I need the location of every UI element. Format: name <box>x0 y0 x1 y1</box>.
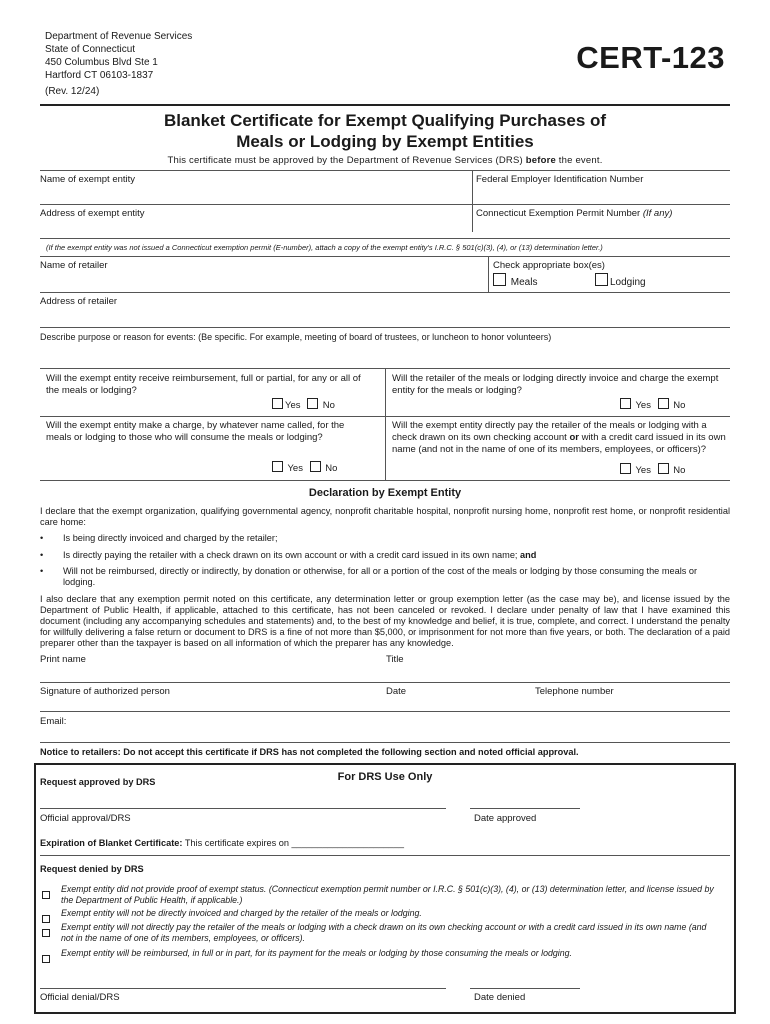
official-denial-label: Official denial/DRS <box>40 992 120 1003</box>
ct-permit-label <box>476 208 672 219</box>
official-approval-label: Official approval/DRS <box>40 813 131 824</box>
meals-checkbox[interactable] <box>493 273 537 288</box>
denial-reason: Exempt entity did not provide proof of exempt status. (Connecticut exemption permit number or I.R.C. § 501(c)(3), (4), or (13) determination letter, and license issued by the Department of Public Health, if applicable.) <box>61 884 714 905</box>
q2-no-checkbox[interactable] <box>658 398 669 409</box>
title-label: Title <box>386 654 404 665</box>
no-label: No <box>673 465 686 476</box>
denial-checkbox-4[interactable] <box>42 950 50 968</box>
request-approved-label: Request approved by DRS <box>40 777 156 787</box>
email-label: Email: <box>40 716 67 727</box>
subtitle-post: the event. <box>555 155 603 166</box>
expiration-text: This certificate expires on ______________________ <box>182 838 404 848</box>
meals-label: Meals <box>510 277 538 288</box>
date-label: Date <box>386 686 407 697</box>
expiration-line <box>40 838 404 848</box>
q4-yes-no <box>620 463 685 476</box>
rule <box>40 204 730 205</box>
address-exempt-entity-label: Address of exempt entity <box>40 208 145 219</box>
rule <box>40 711 730 712</box>
checkbox-icon <box>42 891 50 899</box>
rule <box>40 327 730 328</box>
rule <box>40 480 730 481</box>
rule <box>40 855 730 856</box>
approval-date-line <box>470 808 580 809</box>
subtitle <box>0 155 770 166</box>
ct-permit-text: Connecticut Exemption Permit Number <box>476 208 643 219</box>
yes-label: Yes <box>635 400 651 411</box>
title-line-2: Meals or Lodging by Exempt Entities <box>236 132 534 151</box>
drs-heading: For DRS Use Only <box>337 771 433 783</box>
date-approved-label: Date approved <box>474 813 537 824</box>
q3-yes-no <box>272 461 337 474</box>
describe-purpose-label: Describe purpose or reason for events: (Be specific. For example, meeting of board of trustees, or luncheon to honor volunteers) <box>40 332 552 342</box>
address-line: 450 Columbus Blvd Ste 1 <box>45 57 158 68</box>
bullet-text: Is being directly invoiced and charged by the retailer; <box>63 533 278 543</box>
denial-signature-line <box>40 988 446 989</box>
q1-no-checkbox[interactable] <box>307 398 318 409</box>
name-retailer-label: Name of retailer <box>40 260 108 271</box>
rule <box>40 416 730 417</box>
checkbox-icon <box>595 273 608 286</box>
bullet-text-main: Is directly paying the retailer with a check drawn on its own account or with a credit card issued in its own name; <box>63 550 521 560</box>
bullet-icon: • <box>40 533 44 543</box>
rule <box>40 256 730 257</box>
address-retailer-label: Address of retailer <box>40 296 118 307</box>
column-divider <box>472 170 473 232</box>
check-boxes-label: Check appropriate box(es) <box>493 260 605 271</box>
no-label: No <box>673 400 686 411</box>
yes-label: Yes <box>285 400 301 411</box>
q1-yes-checkbox[interactable] <box>272 398 283 409</box>
q4-yes-checkbox[interactable] <box>620 463 631 474</box>
yes-label: Yes <box>287 463 303 474</box>
bullet-text <box>63 550 730 561</box>
bullet-icon: • <box>40 550 44 560</box>
rule <box>40 170 730 171</box>
denial-date-line <box>470 988 580 989</box>
denial-reason: Exempt entity will be reimbursed, in full or in part, for its payment for the meals or lodging by those consuming the meals or lodging. <box>61 948 572 958</box>
q4-text: Will the exempt entity directly pay the retailer of the meals or lodging with a check drawn on its own checking account <box>392 420 707 443</box>
telephone-label: Telephone number <box>535 686 614 697</box>
fein-label: Federal Employer Identification Number <box>476 174 644 185</box>
denial-reason: Exempt entity will not directly pay the retailer of the meals or lodging with a check drawn on its own checking account or with a credit card issued in its own name (and not in the name of one of its members, employees, or officers). <box>61 922 707 943</box>
declaration-statement: I also declare that any exemption permit noted on this certificate, any determination letter or group exemption letter (as the case may be), and license issued by the Department of Public Health, if applicable, attached to this certificate, has not been canceled or revoked. I declare under penalty of law that I have examined this document (including any accompanying schedules and statements) and, to the best of my knowledge and belief, it is true, complete, and correct. I understand the penalty for willfully delivering a false return or document to DRS is a fine of not more than $5,000, or imprisonment for not more than five years, or both. The declaration of a paid preparer other than the taxpayer is based on all information of which the preparer has any knowledge. <box>40 594 730 648</box>
rule <box>40 292 730 293</box>
title-line-1: Blanket Certificate for Exempt Qualifying Purchases of <box>163 111 607 130</box>
name-exempt-entity-label: Name of exempt entity <box>40 174 136 185</box>
checkbox-icon <box>42 929 50 937</box>
bullet-text-and: and <box>520 550 537 560</box>
question-reimbursement: Will the exempt entity receive reimbursement, full or partial, for any or all of the meals or lodging? <box>46 373 361 396</box>
q1-yes-no <box>272 398 335 411</box>
form-title <box>0 110 770 152</box>
q4-text-end: with a credit card issued in its own name (and not in the name of one of its members, employees, or officers)? <box>392 432 726 455</box>
denial-reason: Exempt entity will not be directly invoiced and charged by the retailer of the meals or lodging. <box>61 908 422 918</box>
q4-or: or <box>569 432 579 443</box>
no-label: No <box>322 400 335 411</box>
yes-label: Yes <box>635 465 651 476</box>
column-divider <box>385 368 386 480</box>
approval-signature-line <box>40 808 446 809</box>
header-rule <box>40 104 730 106</box>
lodging-checkbox[interactable] <box>595 273 646 288</box>
form-number: CERT-123 <box>576 40 725 75</box>
address-line: Hartford CT 06103-1837 <box>45 70 154 81</box>
declaration-heading: Declaration by Exempt Entity <box>308 487 462 499</box>
q3-no-checkbox[interactable] <box>310 461 321 472</box>
q3-yes-checkbox[interactable] <box>272 461 283 472</box>
agency-address <box>45 30 192 82</box>
lodging-label: Lodging <box>610 277 646 288</box>
checkbox-icon <box>493 273 506 286</box>
request-denied-label: Request denied by DRS <box>40 864 144 874</box>
date-denied-label: Date denied <box>474 992 526 1003</box>
rule <box>40 742 730 743</box>
denial-checkbox-3[interactable] <box>42 924 50 942</box>
address-line: State of Connecticut <box>45 44 136 55</box>
q2-yes-no <box>620 398 685 411</box>
q4-no-checkbox[interactable] <box>658 463 669 474</box>
permit-note: (If the exempt entity was not issued a Connecticut exemption permit (E-number), attach a copy of the exempt entity's I.R.C. § 501(c)(3), (4), or (13) determination letter.) <box>46 243 603 252</box>
rule <box>40 682 730 683</box>
question-direct-invoice: Will the retailer of the meals or lodging directly invoice and charge the exempt entity for the meals or lodging? <box>392 373 719 396</box>
column-divider <box>488 256 489 292</box>
bullet-text: Will not be reimbursed, directly or indirectly, by donation or otherwise, for all or a portion of the cost of the meals or lodging by those consuming the meals or lodging. <box>63 566 698 587</box>
signature-label: Signature of authorized person <box>40 686 170 697</box>
address-line: Department of Revenue Services <box>45 31 193 42</box>
subtitle-bold: before <box>525 155 556 166</box>
checkbox-icon <box>42 915 50 923</box>
rule <box>40 238 730 239</box>
q2-yes-checkbox[interactable] <box>620 398 631 409</box>
ct-permit-if-any: (If any) <box>642 208 673 219</box>
subtitle-pre: This certificate must be approved by the Department of Revenue Services (DRS) <box>167 155 526 166</box>
question-make-charge: Will the exempt entity make a charge, by whatever name called, for the meals or lodging to those who will consume the meals or lodging? <box>46 420 345 443</box>
checkbox-icon <box>42 955 50 963</box>
question-direct-pay <box>392 420 727 456</box>
revision-date: (Rev. 12/24) <box>45 86 100 97</box>
no-label: No <box>325 463 338 474</box>
declaration-intro: I declare that the exempt organization, qualifying governmental agency, nonprofit charitable hospital, nonprofit nursing home, nonprofit rest home, or nonprofit residential care home: <box>40 506 730 527</box>
notice-to-retailers: Notice to retailers: Do not accept this certificate if DRS has not completed the following section and noted official approval. <box>40 747 579 757</box>
print-name-label: Print name <box>40 654 86 665</box>
expiration-label: Expiration of Blanket Certificate: <box>40 838 183 848</box>
bullet-icon: • <box>40 566 44 576</box>
denial-checkbox-1[interactable] <box>42 886 50 904</box>
